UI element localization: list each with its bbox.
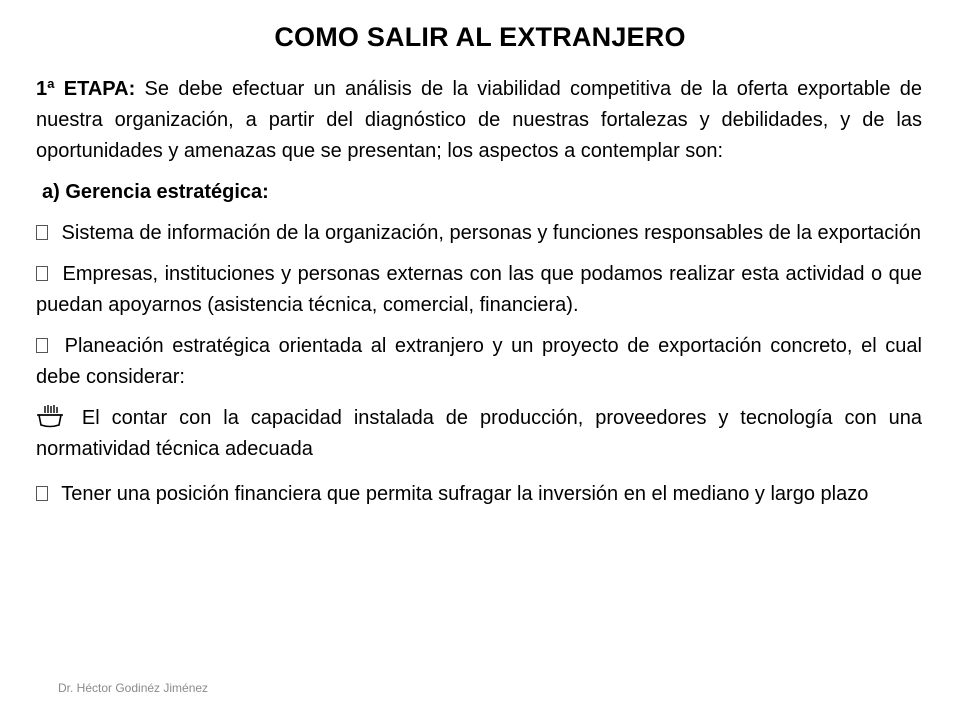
list-item-information-system — [36, 218, 922, 249]
box-bullet-icon — [36, 338, 48, 353]
footer-author: Dr. Héctor Godinéz Jiménez — [58, 681, 209, 695]
box-bullet-icon — [36, 225, 48, 240]
box-bullet-icon — [36, 266, 48, 281]
stage-label: 1ª ETAPA: — [36, 78, 136, 100]
box-bullet-icon — [36, 486, 48, 501]
list-item-strategic-planning — [36, 331, 922, 393]
intro-paragraph — [36, 74, 922, 167]
list-item-text: Empresas, instituciones y personas externas con las que podamos realizar esta actividad o que puedan apoyarnos (asistencia técnica, comercial, financiera). — [36, 263, 922, 316]
list-item-text: El contar con la capacidad instalada de producción, proveedores y tecnología con una normatividad técnica adecuada — [36, 407, 922, 460]
slide-content — [36, 74, 922, 520]
list-item-text: Sistema de información de la organización, personas y funciones responsables de la exportación — [56, 222, 921, 244]
list-item-financial-position — [36, 479, 922, 510]
pot-icon — [36, 404, 64, 428]
subheading: a) Gerencia estratégica: — [42, 181, 269, 203]
list-item-external-support — [36, 259, 922, 321]
intro-text: Se debe efectuar un análisis de la viabilidad competitiva de la oferta exportable de nuestra organización, a partir del diagnóstico de nuestras fortalezas y debilidades, y de las oportunidades y amenazas que se presentan; los aspectos a contemplar son: — [36, 78, 922, 162]
list-item-production-capacity — [36, 403, 922, 465]
slide-title: COMO SALIR AL EXTRANJERO — [274, 22, 686, 52]
list-item-text: Tener una posición financiera que permita sufragar la inversión en el mediano y largo plazo — [56, 483, 869, 505]
list-item-text: Planeación estratégica orientada al extranjero y un proyecto de exportación concreto, el cual debe considerar: — [36, 335, 922, 388]
